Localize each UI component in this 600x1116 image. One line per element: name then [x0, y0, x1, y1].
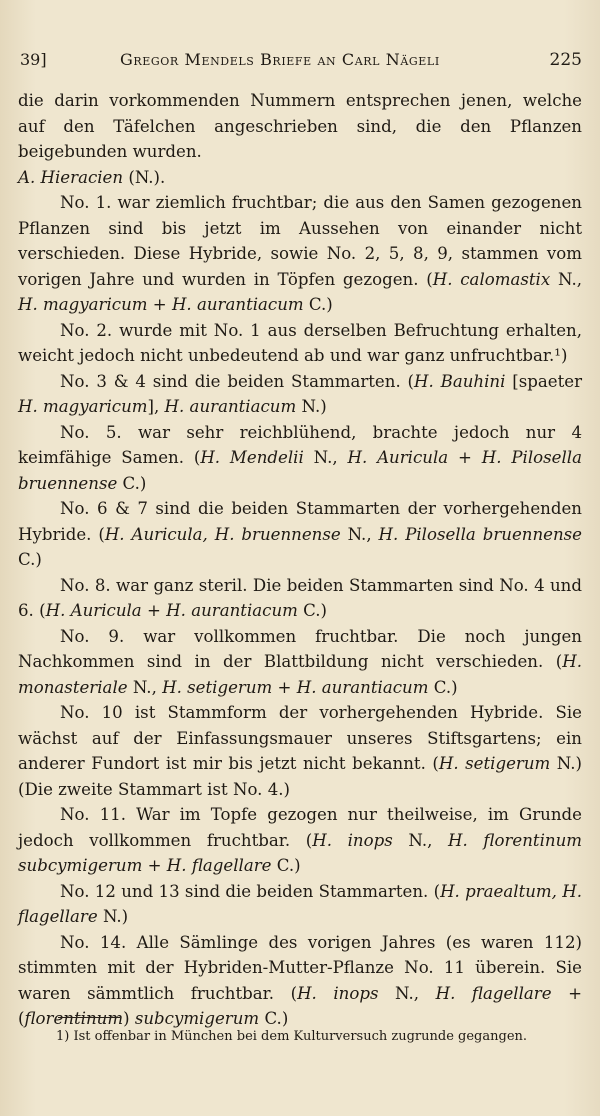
text-run: +: [272, 677, 297, 697]
paragraph: [18, 802, 582, 879]
italic-text: H. flagellare: [166, 856, 272, 875]
paragraph: [18, 879, 582, 930]
text-run: C.): [259, 1009, 289, 1028]
italic-text: H. setigerum: [438, 754, 551, 773]
italic-text: H. Bauhini: [414, 371, 506, 391]
italic-text: H. aurantiacum: [171, 295, 304, 314]
text-run: +: [147, 295, 172, 314]
text-run: [spaeter: [505, 371, 582, 391]
text-run: C.): [428, 677, 458, 697]
text-run: No. 10 ist Stammform der vorhergehenden Hybride. Sie wächst auf der Einfassungsmauer unseres Stiftsgartens; ein anderer Fundort ist mir bis jetzt nicht bekannt. (: [18, 703, 582, 773]
text-run: No. 14. Alle Sämlinge des vorigen Jahres (es waren 112) stimmten mit der Hybriden-Mutter-Pflanze No. 11 überein. Sie waren sämmtlich fruchtbar. (: [18, 932, 582, 1003]
italic-text: H. Auricula: [45, 601, 142, 620]
paragraph: [18, 318, 582, 369]
paragraph: [18, 420, 582, 497]
header-title: Gregor Mendels Briefe an Carl Nägeli: [120, 50, 440, 69]
text-run: +: [142, 856, 167, 875]
italic-text: H. setigerum: [162, 677, 273, 697]
italic-text: H. monasteriale: [18, 652, 582, 697]
section-heading: [18, 165, 582, 191]
paragraph: [18, 573, 582, 624]
text-run: No. 2. wurde mit No. 1 aus derselben Befruchtung erhalten, weicht jedoch nicht unbedeutend ab und war ganz unfruchtbar.¹): [18, 320, 582, 365]
italic-text: H. florentinum subcymigerum: [18, 830, 582, 875]
text-run: C.): [18, 550, 42, 569]
text-run: ): [123, 1009, 135, 1028]
text-run: No. 8. war ganz steril. Die beiden Stammarten sind No. 4 und 6. (: [18, 575, 582, 620]
italic-text: H. magyaricum: [18, 397, 148, 416]
italic-text: H. aurantiacum: [296, 677, 429, 697]
text-run: No. 1. war ziemlich fruchtbar; die aus den Samen gezogenen Pflanzen sind bis jetzt im Aussehen von einander nicht verschieden. Diese Hybride, sowie No. 2, 5, 8, 9, stammen vom vorigen Jahre und wurden in Töpfen gezogen. (: [18, 193, 582, 289]
italic-text: H. inops: [312, 830, 393, 850]
paragraph: [18, 88, 582, 165]
italic-text: subcymigerum: [134, 1009, 260, 1028]
italic-text: H. calomastix: [432, 269, 551, 289]
italic-text: A. Hieracien: [18, 167, 124, 187]
italic-text: H. praealtum, H. flagellare: [18, 881, 582, 926]
text-run: N.): [296, 397, 327, 416]
text-run: N.,: [550, 269, 583, 289]
text-run: (N.).: [123, 167, 166, 187]
italic-text: H. Pilosella bruennense: [18, 448, 582, 493]
page-number: 225: [549, 50, 582, 70]
paragraph: [18, 496, 582, 573]
text-run: N.,: [340, 524, 379, 544]
text-run: +: [141, 601, 167, 620]
text-run: + (: [18, 983, 582, 1028]
italic-text: H. flagellare: [435, 983, 552, 1003]
text-run: N.): [97, 907, 129, 926]
body-text: [18, 88, 582, 1032]
italic-text: H. aurantiacum: [166, 601, 298, 620]
text-run: No. 5. war sehr reichblühend, brachte jedoch nur 4 keimfähige Samen. (: [18, 422, 582, 467]
text-run: No. 12 und 13 sind die beiden Stammarten. (: [60, 881, 441, 901]
text-run: N.,: [392, 830, 449, 850]
text-run: N.,: [127, 677, 163, 697]
text-run: No. 11. War im Topfe gezogen nur theilweise, im Grunde jedoch vollkommen fruchtbar. (: [18, 805, 582, 850]
text-run: ],: [147, 397, 165, 416]
text-run: No. 9. war vollkommen fruchtbar. Die noch jungen Nachkommen sind in der Blattbildung nicht verschieden. (: [18, 626, 582, 671]
paragraph: [18, 624, 582, 701]
paragraph: [18, 369, 582, 420]
text-run: N.,: [303, 448, 348, 467]
italic-text: H. magyaricum: [18, 295, 148, 314]
text-run: C.): [271, 856, 301, 875]
italic-text: H. Mendelii: [200, 448, 304, 467]
paragraph: [18, 700, 582, 802]
italic-text: H. Pilosella bruennense: [378, 524, 582, 544]
italic-text: H. Auricula, H. bruennense: [104, 524, 341, 544]
italic-text: H. inops: [297, 983, 379, 1003]
italic-text: H. Auricula: [347, 448, 449, 467]
italic-text: florentinum: [24, 1009, 124, 1028]
text-run: C.): [117, 473, 147, 493]
text-run: die darin vorkommenden Nummern entsprechen jenen, welche auf den Täfelchen angeschrieben sind, die den Pflanzen beigebunden wurden.: [18, 91, 582, 161]
text-run: No. 3 & 4 sind die beiden Stammarten. (: [60, 371, 415, 391]
italic-text: H. aurantiacum: [164, 397, 297, 416]
footnote: 1) Ist offenbar in München bei dem Kulturversuch zugrunde gegangen.: [56, 1029, 528, 1044]
text-run: No. 6 & 7 sind die beiden Stammarten der vorhergehenden Hybride. (: [18, 499, 582, 544]
running-header: [20, 50, 582, 74]
text-run: C.): [303, 295, 333, 314]
paragraph: [18, 190, 582, 318]
footnote-rule: [58, 1017, 120, 1018]
text-run: C.): [297, 601, 328, 620]
text-run: +: [448, 448, 482, 467]
text-run: N.) (Die zweite Stammart ist No. 4.): [18, 754, 582, 799]
header-page-ref: 39]: [20, 50, 47, 69]
text-run: N.,: [378, 983, 436, 1003]
